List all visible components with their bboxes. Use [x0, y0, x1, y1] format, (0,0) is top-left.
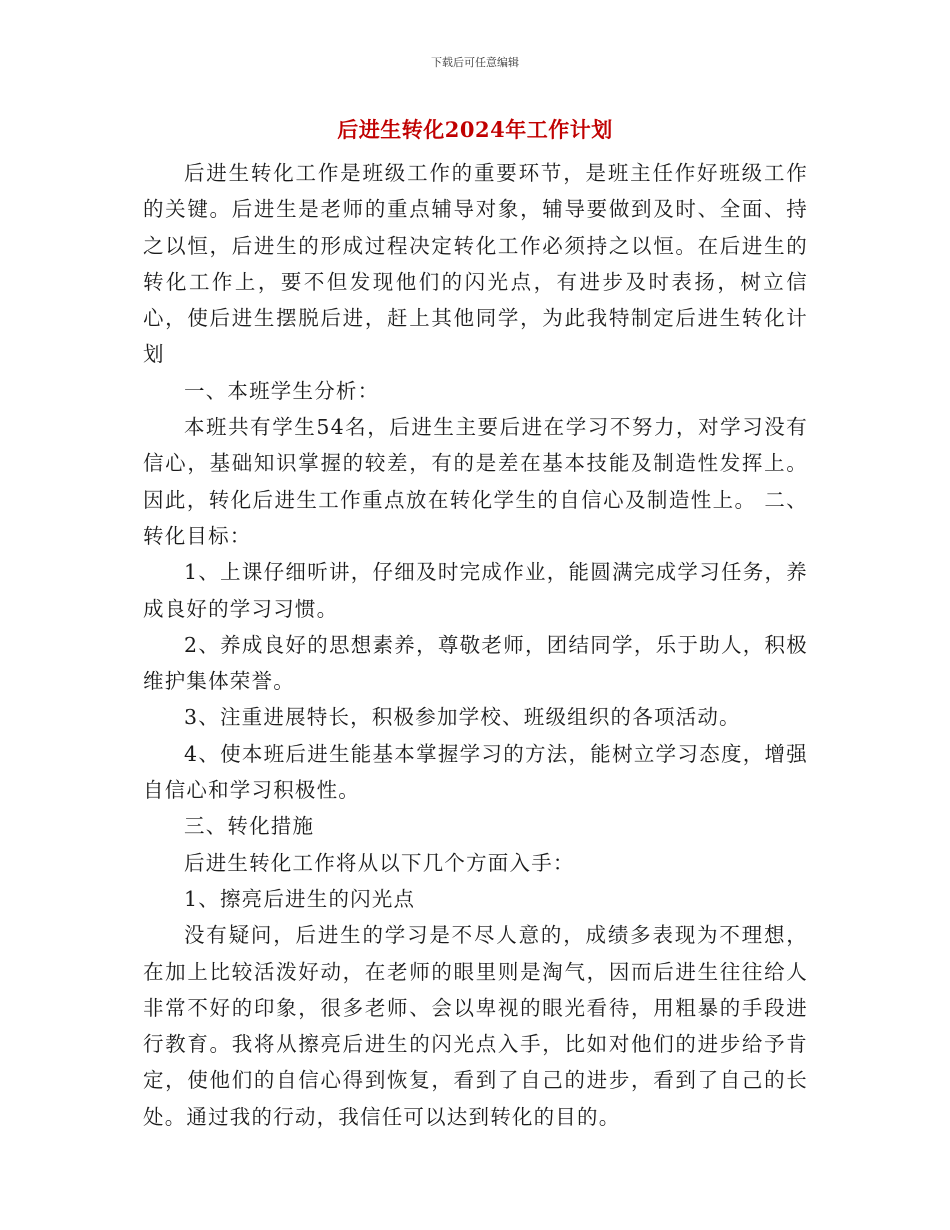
paragraph-measures-intro: 后进生转化工作将从以下几个方面入手：	[184, 850, 575, 875]
goal-item-4: 4、使本班后进生能基本掌握学习的方法，能树立学习态度，增强自信心和学习积极性。	[143, 741, 808, 803]
paragraph-measure-1: 没有疑问，后进生的学习是不尽人意的，成绩多表现为不理想，在加上比较活泼好动，在老师的眼里则是淘气，因而后进生往往给人非常不好的印象，很多老师、会以卑视的眼光看待，用粗暴的手段进行教育。我将从擦亮后进生的闪光点入手，比如对他们的进步给予肯定，使他们的自信心得到恢复，看到了自己的进步，看到了自己的长处。通过我的行动，我信任可以达到转化的目的。	[143, 923, 808, 1129]
section-heading-measures: 三、转化措施	[184, 814, 315, 839]
goal-item-1: 1、上课仔细听讲，仔细及时完成作业，能圆满完成学习任务，养成良好的学习习惯。	[143, 560, 808, 621]
section-heading-analysis: 一、本班学生分析：	[184, 378, 380, 403]
measure-heading-1: 1、擦亮后进生的闪光点	[184, 886, 416, 911]
goal-item-2: 2、养成良好的思想素养，尊敬老师，团结同学，乐于助人，积极维护集体荣誉。	[143, 632, 808, 694]
paragraph-intro: 后进生转化工作是班级工作的重要环节，是班主任作好班级工作的关键。后进生是老师的重点辅导对象，辅导要做到及时、全面、持之以恒，后进生的形成过程决定转化工作必须持之以恒。在后进生的转化工作上，要不但发现他们的闪光点，有进步及时表扬，树立信心，使后进生摆脱后进，赶上其他同学，为此我特制定后进生转化计划	[143, 161, 808, 367]
goal-item-3: 3、注重进展特长，积极参加学校、班级组织的各项活动。	[184, 705, 741, 730]
document-body	[143, 155, 808, 1135]
page-header-note: 下载后可任意编辑	[431, 56, 519, 69]
document-title: 后进生转化2024年工作计划	[337, 117, 613, 142]
paragraph-analysis: 本班共有学生54名，后进生主要后进在学习不努力，对学习没有信心，基础知识掌握的较差，有的是差在基本技能及制造性发挥上。因此，转化后进生工作重点放在转化学生的自信心及制造性上。 二、转化目标：	[143, 415, 808, 548]
